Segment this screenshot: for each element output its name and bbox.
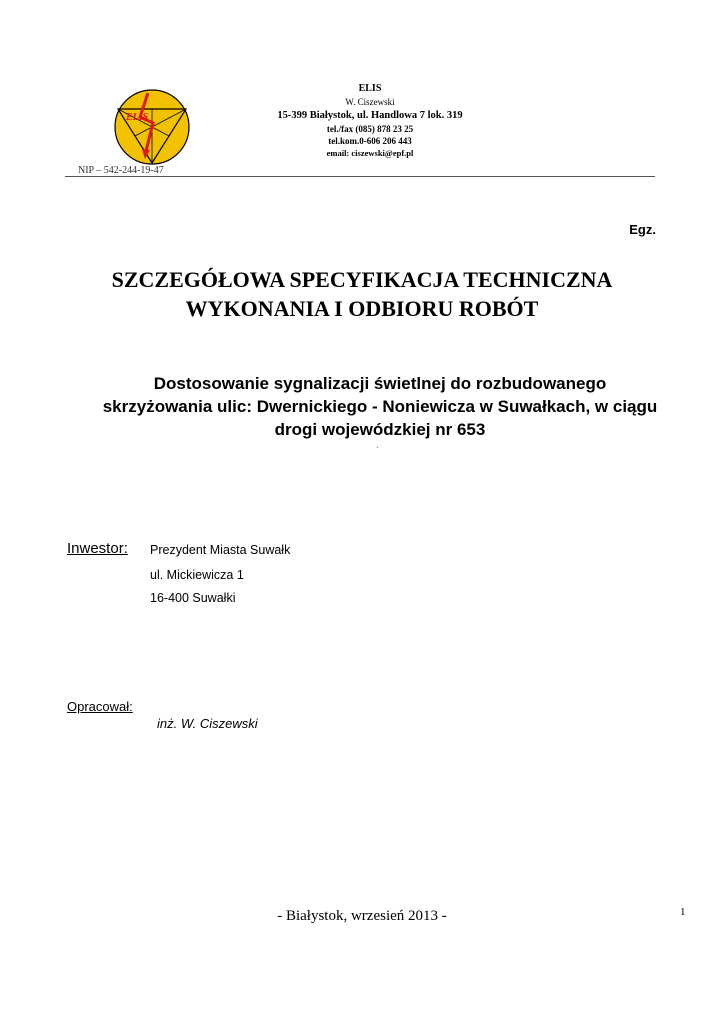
footer-place-date: - Białystok, wrzesień 2013 - (277, 908, 447, 924)
elis-logo-icon (112, 87, 192, 167)
company-telfax: tel./fax (085) 878 23 25 (326, 124, 414, 134)
nip-number: NIP – 542-244-19-47 (78, 165, 164, 176)
investor-street: ul. Mickiewicza 1 (150, 568, 244, 582)
document-title (0, 265, 724, 323)
copy-label: Egz. (629, 222, 656, 237)
elis-logo (112, 87, 192, 167)
company-address: 15-399 Białystok, ul. Handlowa 7 lok. 319 (277, 110, 463, 121)
author-name: inż. W. Ciszewski (157, 716, 258, 731)
company-name: ELIS (358, 83, 382, 94)
title-line-1: SZCZEGÓŁOWA SPECYFIKACJA TECHNICZNA (111, 267, 613, 292)
company-telkom: tel.kom.0-606 206 443 (328, 136, 412, 146)
header-divider (65, 176, 655, 177)
logo-text: ELIS (126, 112, 149, 123)
investor-label: Inwestor: (67, 540, 128, 557)
investor-city: 16-400 Suwałki (150, 591, 236, 605)
subject-dot: . (376, 440, 379, 451)
investor-name: Prezydent Miasta Suwałk (150, 543, 291, 557)
author-label: Opracował: (67, 699, 133, 714)
title-line-2: WYKONANIA I ODBIORU ROBÓT (185, 296, 539, 321)
project-subject (40, 372, 720, 441)
company-email: email: ciszewski@epf.pl (326, 148, 414, 158)
company-owner: W. Ciszewski (345, 97, 395, 107)
subject-line-3: drogi wojewódzkiej nr 653 (274, 420, 486, 439)
subject-line-1: Dostosowanie sygnalizacji świetlnej do rozbudowanego (153, 374, 607, 393)
page-number: 1 (680, 906, 686, 918)
subject-line-2: skrzyżowania ulic: Dwernickiego - Noniewicza w Suwałkach, w ciągu (102, 397, 658, 416)
